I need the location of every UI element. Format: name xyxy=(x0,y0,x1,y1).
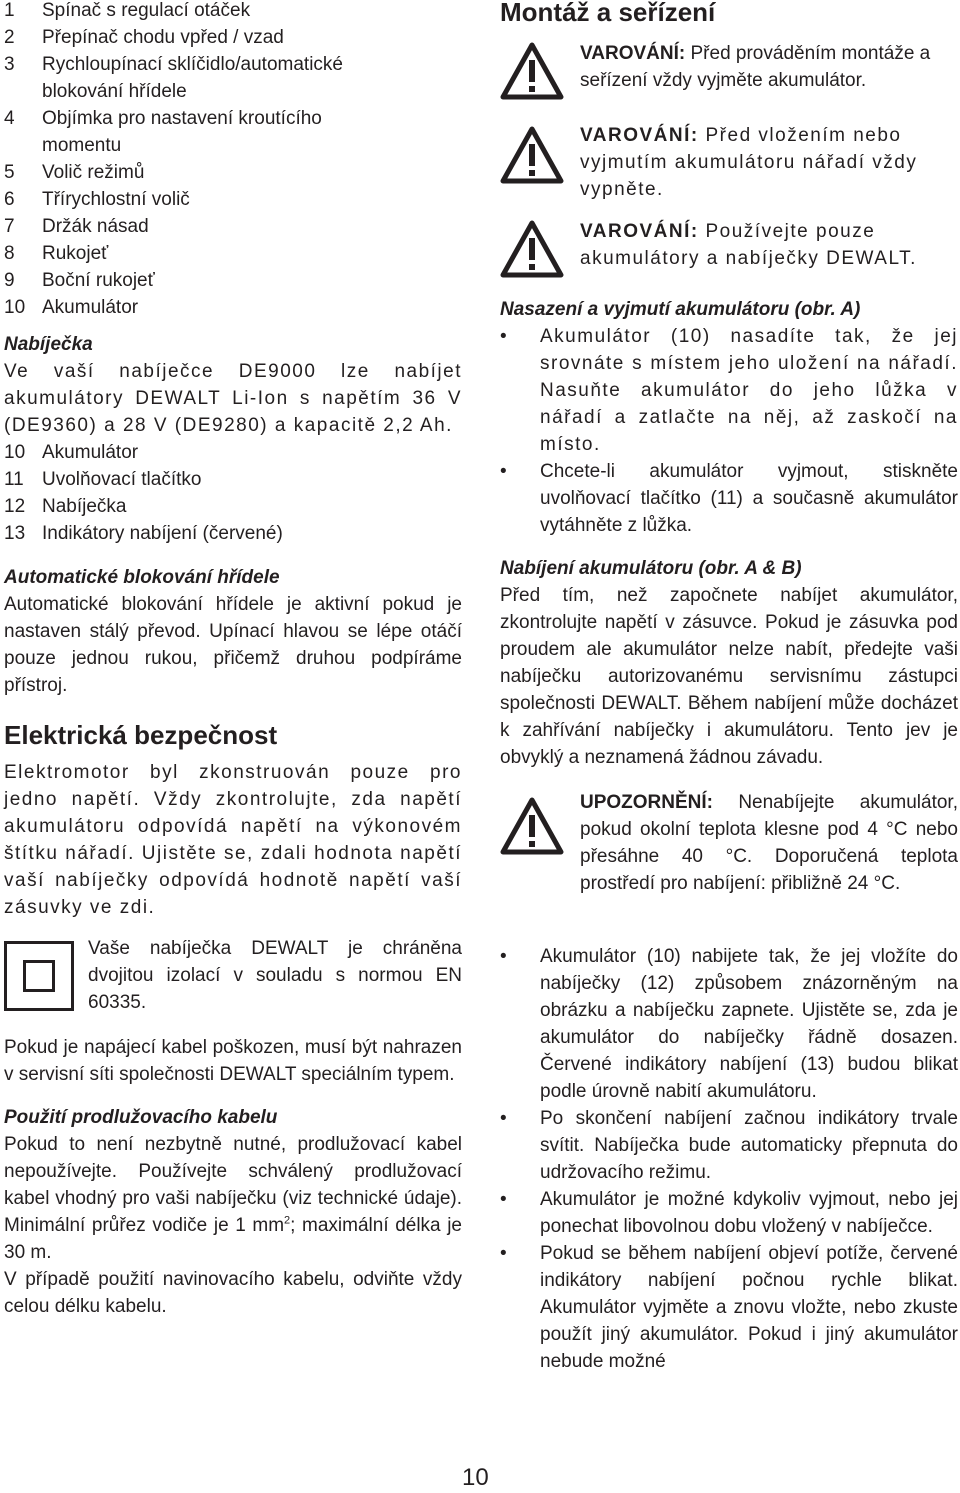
extension-cable-heading: Použití prodlužovacího kabelu xyxy=(4,1107,278,1128)
item-text: Objímka pro nastavení kroutícího momentu xyxy=(42,108,322,156)
list-item xyxy=(4,159,462,186)
battery-insert-heading: Nasazení a vyjmutí akumulátoru (obr. A) xyxy=(500,299,861,320)
item-text: Uvolňovací tlačítko xyxy=(42,469,202,490)
charger-heading: Nabíječka xyxy=(4,334,93,355)
item-number: 4 xyxy=(4,108,15,129)
list-item xyxy=(4,24,462,51)
list-item xyxy=(4,466,462,493)
item-number: 1 xyxy=(4,0,15,21)
electric-safety-heading: Elektrická bezpečnost xyxy=(4,720,278,750)
list-item xyxy=(500,1186,958,1240)
bullet: • xyxy=(500,1243,507,1264)
item-text: Indikátory nabíjení (červené) xyxy=(42,523,283,544)
page-number: 10 xyxy=(462,1464,489,1491)
list-item xyxy=(500,323,958,458)
item-number: 10 xyxy=(4,297,26,318)
caution-text xyxy=(580,789,958,897)
item-number: 6 xyxy=(4,189,15,210)
warning-text xyxy=(580,40,958,94)
list-item xyxy=(4,186,462,213)
item-text: Pokud se během nabíjení objeví potíže, červené indikátory nabíjení počnou rychle blikat. Akumulátor vyjměte a znovu vložte, nebo zkuste použít jiný akumulátor. Pokud i jiný akumulátor nebude možné xyxy=(540,1243,958,1372)
electric-safety-text: Elektromotor byl zkonstruován pouze pro jedno napětí. Vždy zkontrolujte, zda napětí akumulátoru odpovídá napětí na výkonovém štítku nářadí. Ujistěte se, zdali hodnota napětí vaší nabíječky odpovídá hodnotě napětí vaší zásuvky ve zdi. xyxy=(4,762,462,918)
list-item xyxy=(4,520,462,547)
item-text: Akumulátor xyxy=(42,297,139,318)
item-number: 9 xyxy=(4,270,15,291)
double-insulation-icon xyxy=(4,941,74,1011)
item-text: Po skončení nabíjení začnou indikátory trvale svítit. Nabíječka bude automaticky přepnuta do udržovacího režimu. xyxy=(540,1108,958,1183)
item-number: 12 xyxy=(4,496,26,517)
warning-block xyxy=(500,40,958,122)
left-column xyxy=(4,0,462,1320)
list-item xyxy=(4,0,462,24)
bullet: • xyxy=(500,1189,507,1210)
bullet: • xyxy=(500,1108,507,1129)
right-column xyxy=(500,0,958,1375)
extension-text-part: ; maximální délka je 30 m. xyxy=(4,1215,462,1263)
item-number: 13 xyxy=(4,523,26,544)
caution-block xyxy=(500,789,958,935)
extension-reel-text: V případě použití navinovacího kabelu, odviňte vždy celou délku kabelu. xyxy=(4,1269,462,1317)
item-number: 7 xyxy=(4,216,15,237)
item-number: 3 xyxy=(4,54,15,75)
bullet: • xyxy=(500,326,507,347)
double-insulation-text: Vaše nabíječka DEWALT je chráněna dvojitou izolací v souladu s normou EN 60335. xyxy=(88,938,462,1013)
warning-triangle-icon xyxy=(500,220,564,278)
item-text: Akumulátor je možné kdykoliv vyjmout, nebo jej ponechat libovolnou dobu vložený v nabíječce. xyxy=(540,1189,958,1237)
item-text: Volič režimů xyxy=(42,162,145,183)
charging-heading: Nabíjení akumulátoru (obr. A & B) xyxy=(500,558,802,579)
caution-label: UPOZORNĚNÍ: xyxy=(580,792,713,813)
item-number: 8 xyxy=(4,243,15,264)
charger-text: Ve vaší nabíječce DE9000 lze nabíjet akumulátory DEWALT Li-Ion s napětím 36 V (DE9360) a 28 V (DE9280) a kapacitě 2,2 Ah. xyxy=(4,361,462,436)
warning-triangle-icon xyxy=(500,797,564,855)
list-item xyxy=(4,105,462,159)
item-text: Chcete-li akumulátor vyjmout, stiskněte uvolňovací tlačítko (11) a současně akumulátor vytáhněte z lůžka. xyxy=(540,461,958,536)
charging-list xyxy=(500,943,958,1375)
battery-insert-list xyxy=(500,323,958,539)
list-item xyxy=(4,213,462,240)
warning-triangle-icon xyxy=(500,126,564,184)
extension-text-part: Pokud to není nezbytně nutné, prodlužovací kabel nepoužívejte. Používejte schválený prodlužovací kabel vhodný pro vaši nabíječku (viz technické údaje). Minimální průřez vodiče je 1 mm xyxy=(4,1134,462,1236)
spindle-lock-heading: Automatické blokování hřídele xyxy=(4,567,280,588)
list-item xyxy=(500,458,958,539)
item-text: Akumulátor xyxy=(42,442,139,463)
item-text: Přepínač chodu vpřed / vzad xyxy=(42,27,284,48)
power-cable-text: Pokud je napájecí kabel poškozen, musí být nahrazen v servisní síti společnosti DEWALT speciálním typem. xyxy=(4,1037,462,1085)
list-item xyxy=(500,943,958,1105)
warning-label: VAROVÁNÍ: xyxy=(580,221,699,242)
list-item xyxy=(4,267,462,294)
item-text: Akumulátor (10) nabijete tak, že jej vložíte do nabíječky (12) způsobem znázorněným na obrázku a nabíječku zapnete. Ujistěte se, zda je akumulátor do nabíječky řádně dosazen. Červené indikátory nabíjení (13) budou blikat podle úrovně nabití akumulátoru. xyxy=(540,946,958,1102)
bullet: • xyxy=(500,461,507,482)
charging-text: Před tím, než započnete nabíjet akumulátor, zkontrolujte napětí v zásuvce. Pokud je zásuvka pod proudem ale akumulátor nelze nabít, předejte vaši nabíječku autorizovanému servisnímu zástupci společnosti DEWALT. Během nabíjení může docházet k zahřívání nabíječky i akumulátoru. Tento jev je obvyklý a neznamená žádnou závadu. xyxy=(500,585,958,768)
list-item xyxy=(4,51,462,105)
warning-text xyxy=(580,122,958,203)
item-text: Třírychlostní volič xyxy=(42,189,190,210)
item-number: 5 xyxy=(4,162,15,183)
item-number: 11 xyxy=(4,469,24,490)
item-text: Rychloupínací sklíčidlo/automatické blokování hřídele xyxy=(42,54,343,102)
double-insulation-block xyxy=(4,935,462,1016)
warning-text xyxy=(580,218,958,272)
caution-body: Nenabíjejte akumulátor, pokud okolní teplota klesne pod 4 °C nebo přesáhne 40 °C. Doporučená teplota prostředí pro nabíjení: přibližně 24 °C. xyxy=(580,792,958,894)
assembly-heading: Montáž a seřízení xyxy=(500,0,716,27)
parts-list xyxy=(4,0,462,321)
list-item xyxy=(4,493,462,520)
warning-block xyxy=(500,122,958,218)
list-item xyxy=(500,1105,958,1186)
list-item xyxy=(4,439,462,466)
warning-label: VAROVÁNÍ: xyxy=(580,43,686,64)
item-number: 2 xyxy=(4,27,15,48)
list-item xyxy=(4,240,462,267)
item-text: Boční rukojeť xyxy=(42,270,155,291)
item-text: Nabíječka xyxy=(42,496,127,517)
warning-block xyxy=(500,218,958,290)
item-text: Držák násad xyxy=(42,216,149,237)
warning-triangle-icon xyxy=(500,42,564,100)
charger-parts-list xyxy=(4,439,462,547)
list-item xyxy=(500,1240,958,1375)
warning-body: Před vložením nebo vyjmutím akumulátoru nářadí vždy vypněte. xyxy=(580,125,918,200)
item-text: Akumulátor (10) nasadíte tak, že jej srovnáte s místem jeho uložení na nářadí. Nasuňte akumulátor do jeho lůžka v nářadí a zatlačte na něj, až zaskočí na místo. xyxy=(540,326,958,455)
warning-body: Před prováděním montáže a seřízení vždy vyjměte akumulátor. xyxy=(580,43,931,91)
spindle-lock-text: Automatické blokování hřídele je aktivní pokud je nastaven stálý převod. Upínací hlavou se lépe otáčí pouze jednou rukou, přičemž druhou podpíráme přístroj. xyxy=(4,594,462,696)
warning-body: Používejte pouze akumulátory a nabíječky DEWALT. xyxy=(580,221,917,269)
item-text: Rukojeť xyxy=(42,243,109,264)
warning-label: VAROVÁNÍ: xyxy=(580,125,699,146)
item-number: 10 xyxy=(4,442,26,463)
list-item xyxy=(4,294,462,321)
bullet: • xyxy=(500,946,507,967)
item-text: Spínač s regulací otáček xyxy=(42,0,251,21)
extension-cable-text xyxy=(4,1131,462,1266)
superscript: 2 xyxy=(284,1214,291,1227)
